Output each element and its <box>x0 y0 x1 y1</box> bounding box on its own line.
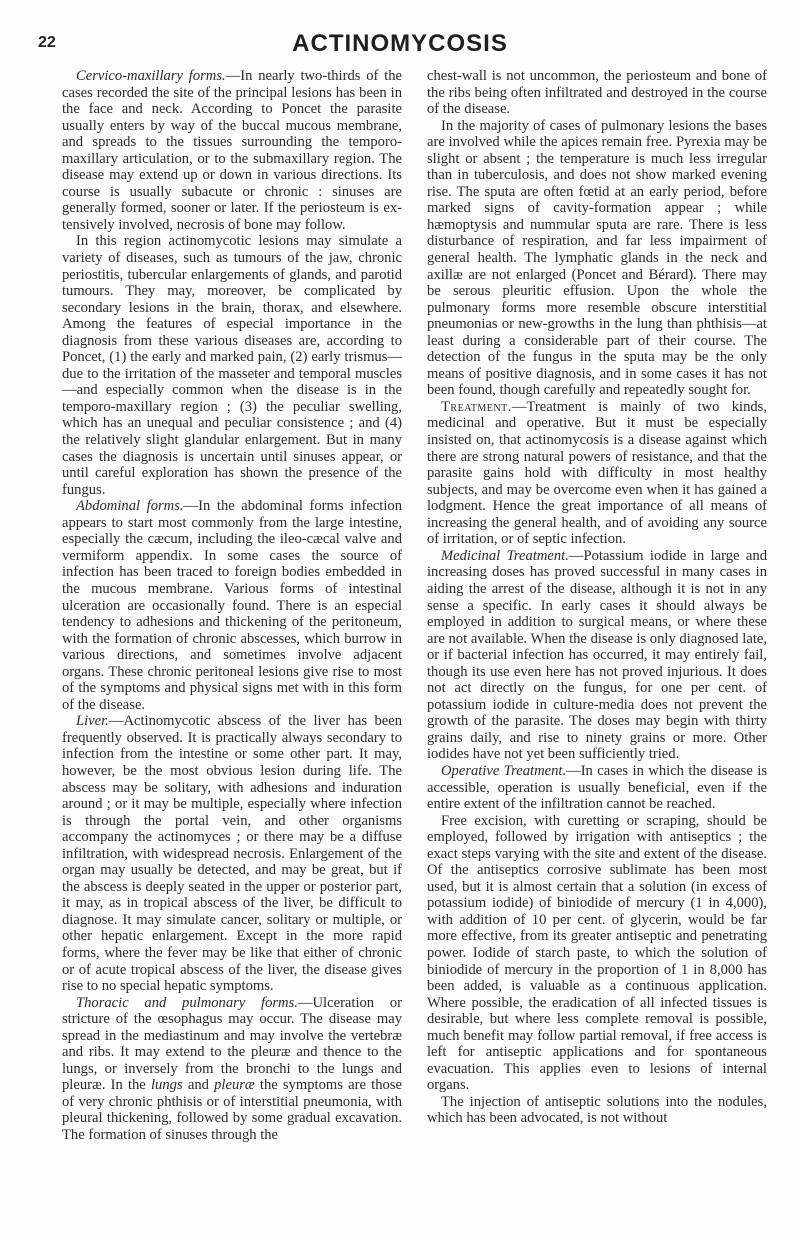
paragraph-abdominal: Abdominal forms.—In the abdominal forms infection appears to start most commonly from the large intestine, especially the cæcum, including the ileo-cæcal valve and vermiform appendix. In some cases the source of infection has been traced to foreign bodies embedded in the mucous membrane. Various forms of intestinal ulceration are occasionally found. There is an especial tendency to adhesions and thickening of the peritoneum, with the formation of chronic abscesses, which burrow in various directions, and sometimes involve adjacent organs. These chronic peritoneal lesions give rise to most of the symptoms and physical signs met with in this form of the disease. <box>62 498 403 713</box>
section-heading-liver: Liver. <box>76 713 109 730</box>
paragraph-injection: The injection of antiseptic solutions into the nodules, which has been advocated, is not without <box>427 1093 767 1127</box>
paragraph-diagnosis: In this region actinomycotic lesions may simulate a variety of diseases, such as tumours of the jaw, chronic periostitis, tubercular enlargements of glands, and parotid tumours. They may, moreover, be complicated by secondary lesions in the brain, thorax, and elsewhere. Among the features of especial importance in the diagnosis from these various diseases are, according to Poncet, (1) the early and marked pain, (2) early trismus—due to the irritation of the masseter and temporal muscles—and especially common when the disease is in the temporo-maxillary region ; (3) the peculiar swelling, which has an unequal and peculiar consistence ; and (4) the relatively slight glandular enlargement. But in many cases the diagnosis is uncertain until sinuses appear, or until careful exploration has shown the presence of the fungus. <box>62 233 402 498</box>
section-heading-thoracic: Thoracic and pulmonary forms. <box>76 994 298 1011</box>
right-column <box>427 68 767 1127</box>
paragraph-operative: Operative Treatment.—In cases in which the disease is accessible, operation is usually beneficial, even if the entire extent of the infiltration cannot be reached. <box>427 762 768 813</box>
paragraph-treatment: Treatment.—Treatment is mainly of two kinds, medicinal and operative. But it must be especially insisted on, that actinomycosis is a disease against which there are strong natural powers of resistance, and that the parasite gains hold with difficulty in most healthy subjects, and may be overcome even when it has gained a lodgment. Hence the great importance of all means of increasing the general health, and of avoiding any source of irritation, or of septic infection. <box>427 398 767 548</box>
paragraph-excision: Free excision, with curetting or scraping, should be employed, followed by irrigation with antiseptics ; the exact steps varying with the site and extent of the disease. Of the antiseptics corrosive sublimate has been most used, but it is almost certain that a solution (in excess of potassium iodide) of biniodide of mercury (1 in 4,000), with addition of 10 per cent. of glycerin, would be far more effective, from its greater antiseptic and penetrating power. Iodide of starch paste, to which the solution of biniodide of mercury in the proportion of 1 in 8,000 has been added, is valuable as a continuous application. Where possible, the eradication of all infected tissues is desirable, but where less complete removal is possible, much benefit may follow partial removal, if free access is left for antiseptic applications and for spontaneous evacuation. This applies even to lesions of internal organs. <box>427 812 767 1094</box>
paragraph-chest-wall: chest-wall is not uncommon, the periosteum and bone of the ribs being often infiltrated and destroyed in the course of the disease. <box>427 68 767 118</box>
page-header <box>0 30 800 56</box>
section-heading-operative: Operative Treatment. <box>441 762 567 779</box>
page-number: 22 <box>38 34 56 51</box>
paragraph-thoracic: Thoracic and pulmonary forms.—Ulceration or stricture of the œsophagus may occur. The disease may spread in the mediastinum and may involve the vertebræ and ribs. It may extend to the pleuræ and thence to the lungs, or inversely from the bronchi to the lungs and pleuræ. In the lungs and pleuræ the symptoms are those of very chronic phthisis or of interstitial pneumonia, with pleural thickening, followed by some gradual excavation. The formation of sinuses through the <box>62 994 402 1143</box>
page-title: ACTINOMYCOSIS <box>292 30 508 57</box>
left-column <box>62 68 402 1144</box>
section-heading-abdominal: Abdominal forms. <box>76 498 184 515</box>
paragraph-medicinal: Medicinal Treatment.—Potassium iodide in large and increasing doses has proved successful in many cases in aiding the arrest of the disease, although it is not in any sense a specific. In early cases it should always be employed in addition to surgical means, or where these are not available. When the disease is only diagnosed late, or if bacterial infection has occurred, it may entirely fail, though its use even here has not proved injurious. It does not act directly on the fungus, for one per cent. of potassium iodide in culture-media does not prevent the growth of the parasite. The doses may begin with thirty grains daily, and rise to ninety grains or more. Other iodides have not yet been sufficiently tried. <box>427 547 767 763</box>
section-heading-treatment: Treatment. <box>441 398 512 415</box>
paragraph-liver: Liver.—Actinomycotic abscess of the liver has been frequently observed. It is practically always secondary to infection from the intestine or some other part. It may, however, be the most obvious lesion during life. The abscess may be solitary, with adhesions and induration around ; or it may be multiple, especially where infection is through the portal vein, and other organisms accompany the actinomyces ; or there may be a diffuse infiltration, with widespread necrosis. Enlargement of the organ may usually be detected, and may be great, but if the abscess is deeply seated in the upper or posterior part, it may, as in tropical abscess of the liver, be difficult to diagnose. It may simulate cancer, solitary or multiple, or other hepatic enlargement. Except in the more rapid forms, where the fever may be like that either of chronic or of acute tropical abscess of the liver, the disease gives rise to no special hepatic symptoms. <box>62 713 402 995</box>
paragraph-pulmonary: In the majority of cases of pulmonary lesions the bases are involved while the apices remain free. Pyrexia may be slight or absent ; the temperature is much less irregular than in tuberculosis, and does not show marked evening rise. The sputa are often fœtid at an early period, before marked signs of cavity-formation appear ; while hæmoptysis and nummular sputa are rare. There is less disturbance of respiration, and far less impairment of general health. The lymphatic glands in the neck and axillæ are not enlarged (Poncet and Bérard). There may be serous pleuritic effusion. Upon the whole the pulmonary forms more resemble obscure interstitial pneumonias or new-growths in the lung than phthisis—at least during a considerable part of their course. The detection of the fungus in the sputa may be the only means of positive diagnosis, and in some cases it has not been found, though carefully and repeatedly sought for. <box>427 117 767 399</box>
paragraph-cervico-maxillary: Cervico-maxillary forms.—In nearly two-thirds of the cases recorded the site of the principal lesions has been in the face and neck. According to Poncet the parasite usually enters by way of the buccal mucous membrane, and spreads to the tissues surrounding the temporo-maxillary articulation, or to the submaxillary region. The disease may extend up or down in various directions. Its course is usually subacute or chronic : sinuses are generally formed, sooner or later. If the periosteum is extensively involved, necrosis of bone may follow. <box>62 68 402 233</box>
section-heading-cervico-maxillary: Cervico-maxillary forms. <box>76 68 226 84</box>
section-heading-medicinal: Medicinal Treatment. <box>441 547 569 564</box>
